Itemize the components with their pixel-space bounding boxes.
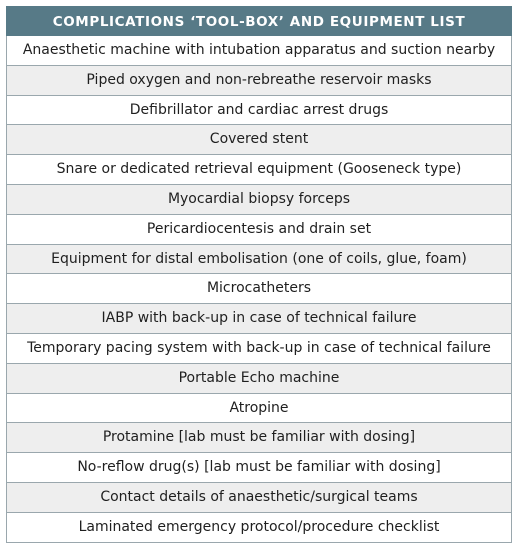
table-row: No-reflow drug(s) [lab must be familiar with dosing] (6, 453, 512, 483)
table-row: Pericardiocentesis and drain set (6, 215, 512, 245)
table-row: Myocardial biopsy forceps (6, 185, 512, 215)
table-row: Snare or dedicated retrieval equipment (Gooseneck type) (6, 155, 512, 185)
table-row: Microcatheters (6, 274, 512, 304)
table-row: Piped oxygen and non-rebreathe reservoir masks (6, 66, 512, 96)
table-row: Equipment for distal embolisation (one of coils, glue, foam) (6, 245, 512, 275)
table-row: Portable Echo machine (6, 364, 512, 394)
table-row: Temporary pacing system with back-up in case of technical failure (6, 334, 512, 364)
table-row: IABP with back-up in case of technical failure (6, 304, 512, 334)
table-row: Protamine [lab must be familiar with dosing] (6, 423, 512, 453)
table-row: Defibrillator and cardiac arrest drugs (6, 96, 512, 126)
table-row: Atropine (6, 394, 512, 424)
table-row: Laminated emergency protocol/procedure checklist (6, 513, 512, 543)
equipment-table (6, 6, 512, 543)
table-row: Anaesthetic machine with intubation apparatus and suction nearby (6, 36, 512, 66)
table-title: COMPLICATIONS ‘TOOL-BOX’ AND EQUIPMENT LIST (6, 6, 512, 36)
table-row: Contact details of anaesthetic/surgical teams (6, 483, 512, 513)
table-row: Covered stent (6, 125, 512, 155)
